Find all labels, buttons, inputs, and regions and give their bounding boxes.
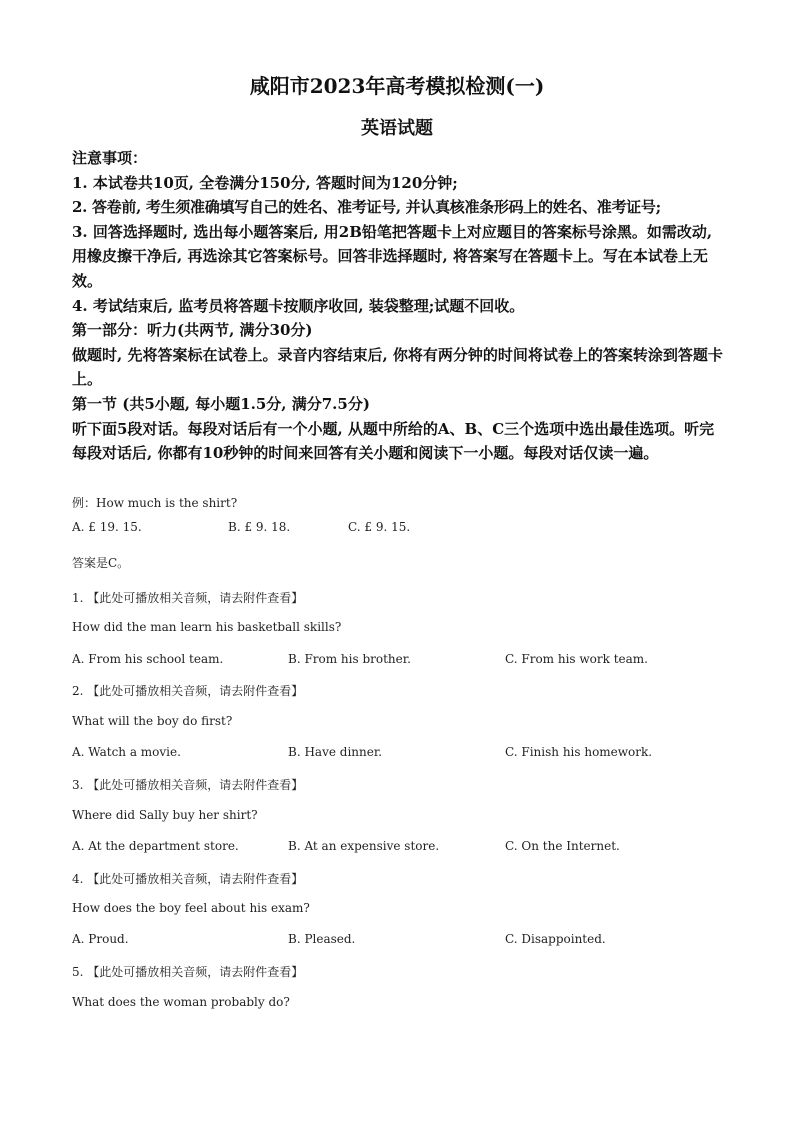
exam-title: 咸阳市2023年高考模拟检测(一)	[249, 74, 545, 98]
notes-item-4: 4. 考试结束后, 监考员将答题卡按顺序收回, 装袋整理;试题不回收。	[72, 296, 525, 315]
example-option-b: B. £ 9. 18.	[228, 520, 291, 534]
example-answer: 答案是C。	[72, 556, 130, 570]
question-1-audio[interactable]: 1. 【此处可播放相关音频，请去附件查看】	[72, 591, 304, 605]
question-2-option-c: C. Finish his homework.	[505, 745, 653, 759]
question-4-audio[interactable]: 4. 【此处可播放相关音频，请去附件查看】	[72, 872, 304, 886]
question-3-text: Where did Sally buy her shirt?	[72, 808, 258, 822]
section1-intro: 听下面5段对话。每段对话后有一个小题, 从题中所给的A、B、C三个选项中选出最佳选项。听完每段对话后, 你都有10秒钟的时间来回答有关小题和阅读下一小题。每段对话仅读一遍。	[72, 419, 715, 463]
question-3-option-c: C. On the Internet.	[505, 839, 620, 853]
section1-heading: 第一节 (共5小题, 每小题1.5分, 满分7.5分)	[72, 394, 370, 413]
question-5-audio[interactable]: 5. 【此处可播放相关音频，请去附件查看】	[72, 965, 304, 979]
question-2-option-a: A. Watch a movie.	[72, 745, 181, 759]
example-question: 例：How much is the shirt?	[72, 496, 238, 510]
question-2-audio[interactable]: 2. 【此处可播放相关音频，请去附件查看】	[72, 684, 304, 698]
notes-heading: 注意事项：	[72, 149, 148, 167]
question-3-option-a: A. At the department store.	[72, 839, 239, 853]
question-2-text: What will the boy do first?	[72, 714, 233, 728]
question-1-option-b: B. From his brother.	[288, 652, 411, 666]
question-1-option-a: A. From his school team.	[72, 652, 224, 666]
example-option-a: A. £ 19. 15.	[72, 520, 142, 534]
question-4-option-b: B. Pleased.	[288, 932, 356, 946]
question-1-option-c: C. From his work team.	[505, 652, 648, 666]
question-3-audio[interactable]: 3. 【此处可播放相关音频，请去附件查看】	[72, 778, 304, 792]
question-1-text: How did the man learn his basketball skills?	[72, 620, 342, 634]
question-4-text: How does the boy feel about his exam?	[72, 901, 310, 915]
part1-intro: 做题时, 先将答案标在试卷上。录音内容结束后, 你将有两分钟的时间将试卷上的答案转涂到答题卡上。	[72, 345, 723, 389]
question-2-option-b: B. Have dinner.	[288, 745, 383, 759]
notes-item-2: 2. 答卷前, 考生须准确填写自己的姓名、准考证号, 并认真核准条形码上的姓名、准考证号;	[72, 198, 661, 217]
question-3-option-b: B. At an expensive store.	[288, 839, 440, 853]
question-5-text: What does the woman probably do?	[72, 995, 290, 1009]
notes-item-1: 1. 本试卷共10页, 全卷满分150分, 答题时间为120分钟;	[72, 173, 458, 192]
example-option-c: C. £ 9. 15.	[348, 520, 411, 534]
part1-heading: 第一部分：听力(共两节, 满分30分)	[72, 321, 313, 340]
question-4-option-a: A. Proud.	[72, 932, 129, 946]
question-4-option-c: C. Disappointed.	[505, 932, 606, 946]
exam-subtitle: 英语试题	[361, 118, 433, 139]
notes-block	[72, 146, 726, 466]
notes-item-3: 3. 回答选择题时, 选出每小题答案后, 用2B铅笔把答题卡上对应题目的答案标号涂黑。如需改动, 用橡皮擦干净后, 再选涂其它答案标号。回答非选择题时, 将答案写在答题卡上。写在本试卷上无效。	[72, 222, 713, 290]
